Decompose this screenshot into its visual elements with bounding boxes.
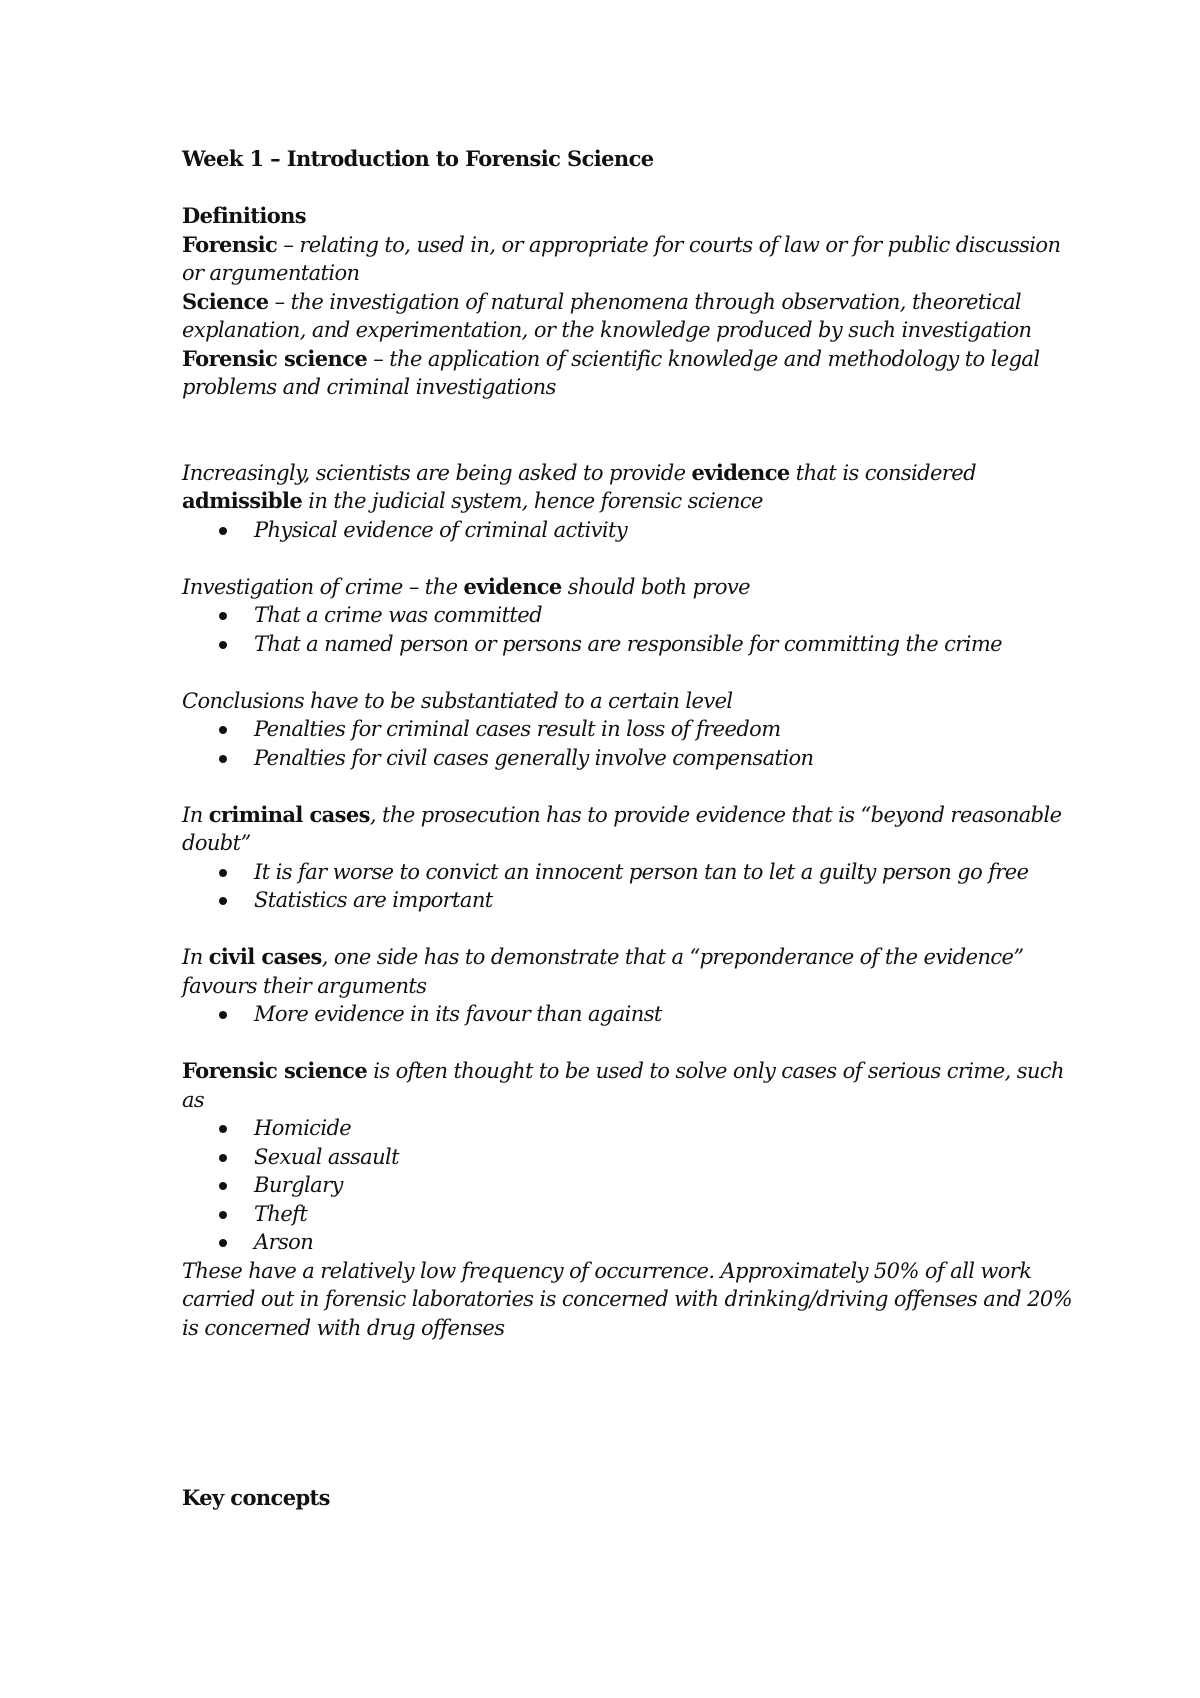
- spacer: [182, 772, 1082, 801]
- paragraph-criminal-cases: [182, 801, 1082, 858]
- definition-text: relating to, used in, or appropriate for courts of law or for public discussion or argumentation: [182, 232, 1061, 285]
- definition-separator: –: [277, 232, 300, 257]
- list-item: Homicide: [254, 1114, 1082, 1143]
- text-run: , the prosecution has to provide evidence that is “beyond reasonable doubt”: [182, 802, 1062, 855]
- text-run: in the judicial system, hence forensic science: [302, 489, 763, 513]
- key-concepts-heading: Key concepts: [182, 1485, 330, 1510]
- bullet-list: [182, 1114, 1082, 1257]
- list-item: That a crime was committed: [254, 601, 1082, 630]
- spacer: [182, 915, 1082, 944]
- list-item: Sexual assault: [254, 1143, 1082, 1172]
- bold-term: Forensic science: [182, 1058, 368, 1083]
- list-item: Theft: [254, 1200, 1082, 1229]
- definition-separator: –: [268, 289, 291, 314]
- paragraph-civil-cases: [182, 943, 1082, 1000]
- page-title: Week 1 – Introduction to Forensic Science: [182, 146, 654, 171]
- definitions-heading: Definitions: [182, 203, 307, 228]
- definition-forensic-science: [182, 345, 1082, 402]
- bullet-list: [182, 601, 1082, 658]
- list-item: Penalties for civil cases generally involve compensation: [254, 744, 1082, 773]
- list-item: Physical evidence of criminal activity: [254, 516, 1082, 545]
- text-run: In: [182, 945, 209, 969]
- spacer: [182, 1342, 1082, 1484]
- spacer: [182, 1029, 1082, 1058]
- definition-text: the investigation of natural phenomena through observation, theoretical explanation, and experimentation, or the knowledge produced by such investigation: [182, 289, 1032, 342]
- bold-term: civil cases: [208, 944, 322, 969]
- spacer: [182, 402, 1082, 459]
- definition-term: Forensic: [182, 231, 278, 257]
- definition-forensic: [182, 231, 1082, 288]
- bullet-list: [182, 715, 1082, 772]
- paragraph-investigation: [182, 573, 1082, 602]
- definition-science: [182, 288, 1082, 345]
- text-run: , one side has to demonstrate that a “preponderance of the evidence” favours their arguments: [182, 945, 1024, 998]
- list-item: That a named person or persons are responsible for committing the crime: [254, 630, 1082, 659]
- list-item: Penalties for criminal cases result in loss of freedom: [254, 715, 1082, 744]
- list-item: More evidence in its favour than against: [254, 1000, 1082, 1029]
- definition-term: Science: [182, 288, 269, 314]
- text-run: that is considered: [789, 460, 976, 485]
- bold-term: criminal cases: [208, 801, 370, 827]
- document-body: [182, 145, 1082, 1513]
- bold-term: evidence: [463, 573, 562, 599]
- list-item: It is far worse to convict an innocent person tan to let a guilty person go free: [254, 858, 1082, 887]
- definition-text: the application of scientific knowledge and methodology to legal problems and criminal investigations: [182, 346, 1040, 399]
- bullet-list: [182, 858, 1082, 915]
- bullet-list: [182, 516, 1082, 545]
- bold-term: admissible: [182, 488, 303, 513]
- text-run: is often thought to be used to solve only cases of serious crime, such as: [182, 1059, 1064, 1112]
- text-run: should both prove: [561, 574, 751, 599]
- spacer: [182, 544, 1082, 573]
- paragraph-admissible-evidence: [182, 459, 1082, 516]
- list-item: Arson: [254, 1228, 1082, 1257]
- definition-separator: –: [367, 346, 390, 371]
- paragraph-conclusions: Conclusions have to be substantiated to a certain level: [182, 688, 733, 713]
- paragraph-frequency: These have a relatively low frequency of occurrence. Approximately 50% of all work carried out in forensic laboratories is concerned with drinking/driving offenses and 20% is concerned with drug offenses: [182, 1258, 1072, 1340]
- bullet-list: [182, 1000, 1082, 1029]
- spacer: [182, 658, 1082, 687]
- definition-term: Forensic science: [182, 345, 368, 371]
- text-run: Investigation of crime – the: [182, 574, 464, 599]
- text-run: In: [182, 802, 209, 827]
- paragraph-serious-crime: [182, 1057, 1082, 1114]
- list-item: Statistics are important: [254, 886, 1082, 915]
- bold-term: evidence: [691, 459, 790, 485]
- list-item: Burglary: [254, 1171, 1082, 1200]
- text-run: Increasingly, scientists are being asked to provide: [182, 460, 692, 485]
